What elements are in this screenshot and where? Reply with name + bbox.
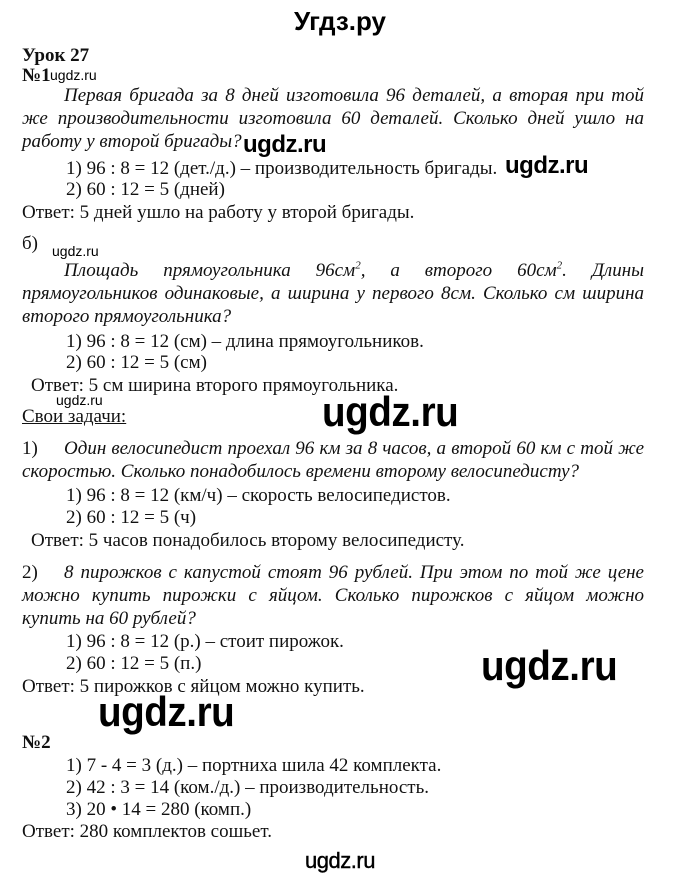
solution-step: 1) 7 - 4 = 3 (д.) – портниха шила 42 комплекта. — [66, 755, 442, 776]
problem-line: второго прямоугольника? — [22, 306, 232, 327]
problem-line: купить на 60 рублей? — [22, 608, 196, 629]
text-fragment: , а второго 60см — [360, 260, 557, 281]
solution-step: 1) 96 : 8 = 12 (км/ч) – скорость велосипедистов. — [66, 485, 451, 506]
own-task-number: 1) — [22, 438, 38, 459]
watermark-medium: ugdz.ru — [505, 152, 589, 179]
answer: Ответ: 5 см ширина второго прямоугольника. — [31, 375, 399, 396]
solution-step: 2) 42 : 3 = 14 (ком./д.) – производительность. — [66, 777, 429, 798]
watermark-small: ugdz.ru — [52, 243, 99, 259]
superscript: 2 — [556, 259, 563, 272]
watermark-large: ugdz.ru — [481, 642, 618, 689]
problem-line — [22, 259, 644, 282]
text-fragment: Площадь прямоугольника 96см — [64, 260, 356, 281]
solution-step: 2) 60 : 12 = 5 (см) — [66, 352, 207, 373]
problem-line: Первая бригада за 8 дней изготовила 96 деталей, а вторая при той — [64, 85, 644, 106]
answer: Ответ: 280 комплектов сошьет. — [22, 821, 272, 842]
watermark-small: ugdz.ru — [56, 392, 103, 408]
part-b-label: б) — [22, 233, 38, 254]
own-tasks-heading: Свои задачи: — [22, 406, 127, 427]
own-task-number: 2) — [22, 562, 38, 583]
solution-step: 1) 96 : 8 = 12 (р.) – стоит пирожок. — [66, 631, 344, 652]
solution-step: 2) 60 : 12 = 5 (п.) — [66, 653, 202, 674]
watermark-large: ugdz.ru — [322, 388, 459, 435]
problem-line: Один велосипедист проехал 96 км за 8 часов, а второй 60 км с той же — [64, 438, 644, 459]
task1a-problem — [22, 84, 644, 153]
answer: Ответ: 5 дней ушло на работу у второй бригады. — [22, 202, 415, 223]
problem-line: же производительности изготовила 60 деталей. Сколько дней ушло на — [22, 108, 644, 129]
text-fragment: . Длины — [562, 260, 644, 281]
own-task1-problem — [22, 437, 644, 483]
solution-step: 1) 96 : 8 = 12 (см) – длина прямоугольников. — [66, 331, 424, 352]
solution-step: 2) 60 : 12 = 5 (ч) — [66, 507, 197, 528]
task2-number: №2 — [22, 732, 51, 753]
answer: Ответ: 5 пирожков с яйцом можно купить. — [22, 676, 365, 697]
watermark-large: ugdz.ru — [98, 688, 235, 735]
task1b-problem — [22, 259, 644, 328]
problem-line: работу у второй бригады? — [22, 131, 242, 152]
superscript: 2 — [355, 259, 361, 272]
site-title: Угдз.ру — [294, 6, 386, 36]
solution-step: 3) 20 • 14 = 280 (комп.) — [66, 799, 252, 820]
problem-line: 8 пирожков с капустой стоят 96 рублей. При этом по той же цене — [64, 562, 644, 583]
problem-line: прямоугольников одинаковые, а ширина у первого 8см. Сколько см ширина — [22, 283, 644, 304]
own-task2-problem — [22, 561, 644, 630]
answer: Ответ: 5 часов понадобилось второму велосипедисту. — [31, 530, 465, 551]
watermark-footer: ugdz.ru — [305, 848, 375, 873]
problem-line: скоростью. Сколько понадобилось времени второму велосипедисту? — [22, 461, 580, 482]
watermark-small: ugdz.ru — [50, 67, 97, 83]
lesson-title: Урок 27 — [22, 45, 90, 66]
solution-step: 1) 96 : 8 = 12 (дет./д.) – производительность бригады. — [66, 158, 498, 179]
solution-step: 2) 60 : 12 = 5 (дней) — [66, 179, 225, 200]
problem-line: можно купить пирожки с яйцом. Сколько пирожков с яйцом можно — [22, 585, 644, 606]
task1-number: №1 — [22, 65, 51, 86]
watermark-medium: ugdz.ru — [243, 131, 327, 158]
